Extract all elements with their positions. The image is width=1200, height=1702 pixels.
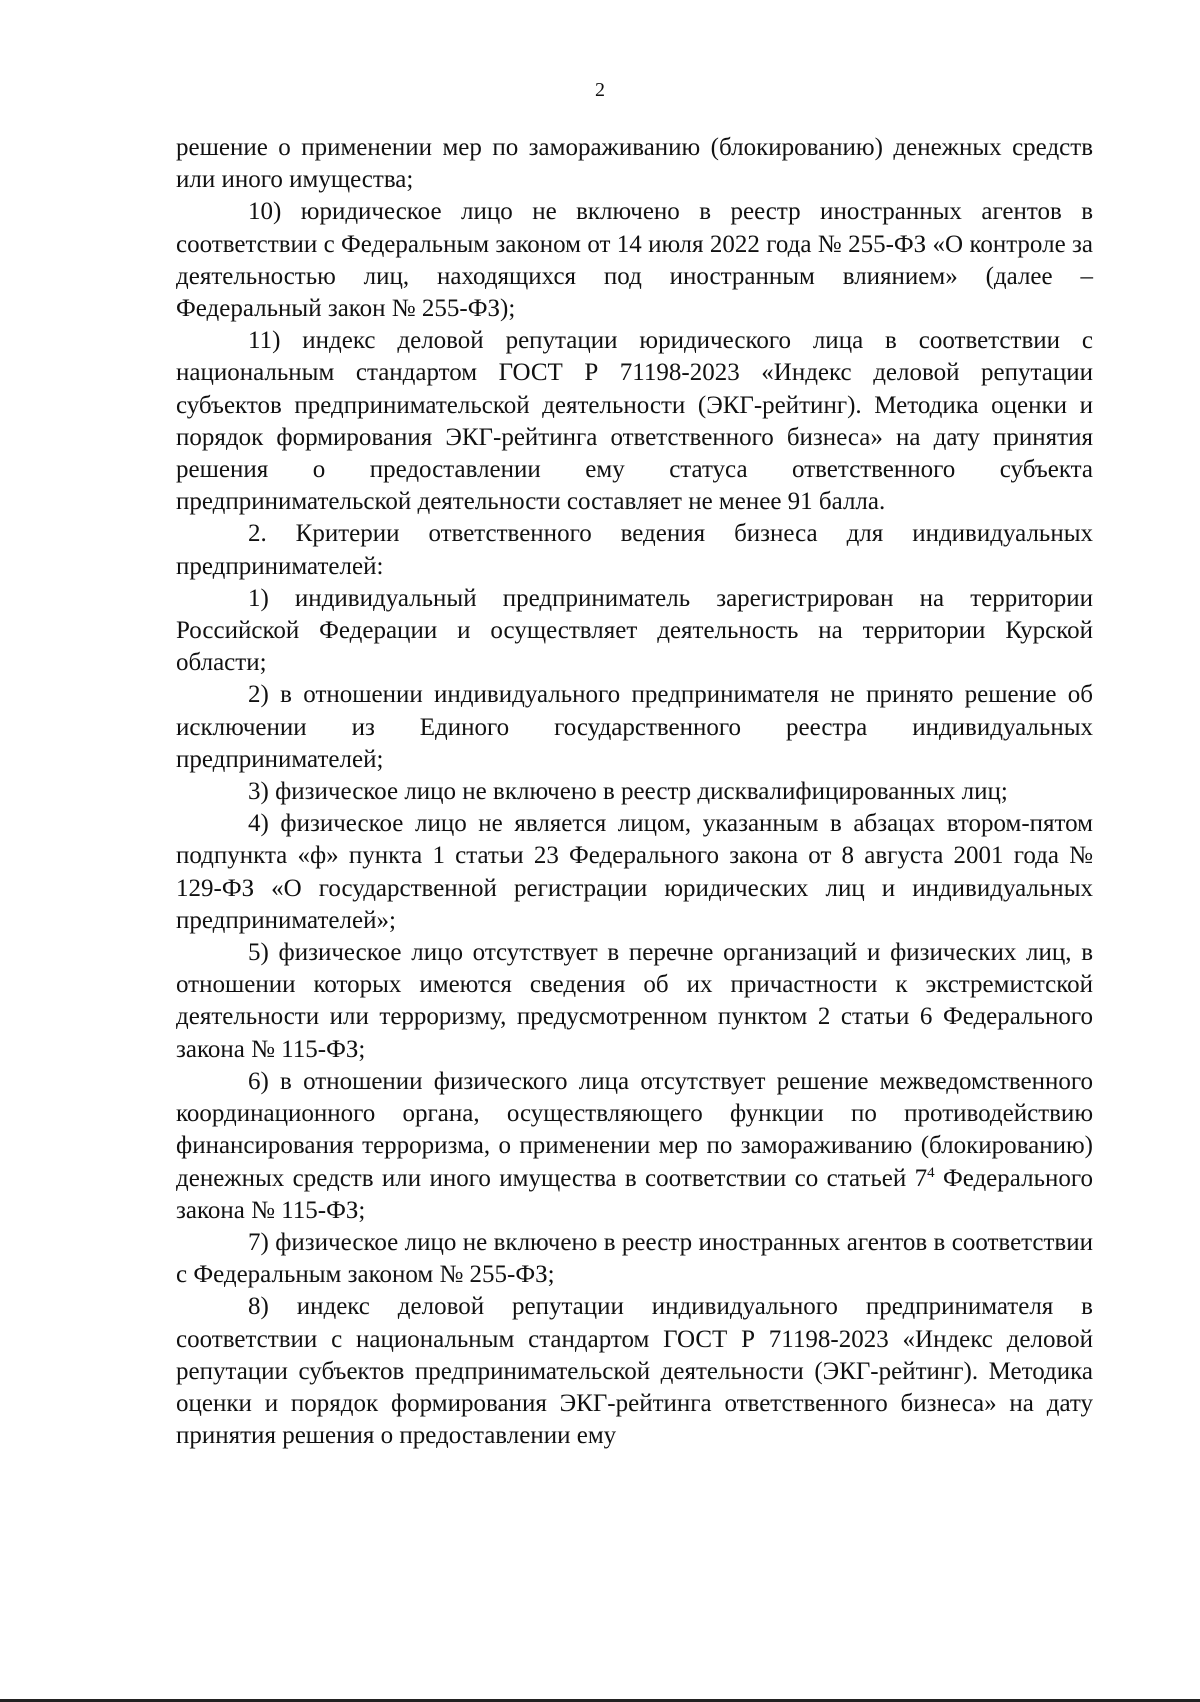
paragraph-section-2 — [176, 518, 1093, 582]
document-body — [176, 132, 1093, 1452]
paragraph-text: 8) индекс деловой репутации индивидуального предпринимателя в соответствии с национальным стандартом ГОСТ Р 71198-2023 «Индекс деловой репутации субъектов предпринимательской деятельности (ЭКГ-рейтинг). Методика оценки и порядок формирования ЭКГ-рейтинга ответственного бизнеса» на дату принятия решения о предоставлении ему — [176, 1293, 1093, 1450]
paragraph-item-5 — [176, 937, 1093, 1066]
paragraph-text: 3) физическое лицо не включено в реестр дисквалифицированных лиц; — [248, 778, 1008, 806]
paragraph-text: 6) в отношении физического лица отсутствует решение межведомственного координационного органа, осуществляющего функции по противодействию финансирования терроризма, о применении мер по замораживанию (блокированию) денежных средств или иного имущества в соответствии со статьей 7 — [176, 1067, 1093, 1192]
paragraph-text: 10) юридическое лицо не включено в реестр иностранных агентов в соответствии с Федеральным законом от 14 июля 2022 года № 255-ФЗ «О контроле за деятельностью лиц, находящихся под иностранным влиянием» (далее – Федеральный закон № 255-ФЗ); — [176, 198, 1093, 323]
page-number: 2 — [595, 79, 605, 101]
paragraph-item-3 — [176, 776, 1093, 808]
paragraph-continuation — [176, 132, 1093, 196]
paragraph-item-10 — [176, 196, 1093, 325]
paragraph-text: 1) индивидуальный предприниматель зарегистрирован на территории Российской Федерации и осуществляет деятельность на территории Курской области; — [176, 584, 1093, 677]
paragraph-item-1 — [176, 583, 1093, 680]
paragraph-item-2 — [176, 679, 1093, 776]
paragraph-text: 4) физическое лицо не является лицом, указанным в абзацах втором-пятом подпункта «ф» пункта 1 статьи 23 Федерального закона от 8 августа 2001 года № 129-ФЗ «О государственной регистрации юридических лиц и индивидуальных предпринимателей»; — [176, 810, 1093, 934]
paragraph-item-8 — [176, 1291, 1093, 1452]
paragraph-item-4 — [176, 808, 1093, 937]
paragraph-item-7 — [176, 1227, 1093, 1291]
paragraph-text: 5) физическое лицо отсутствует в перечне организаций и физических лиц, в отношении которых имеются сведения об их причастности к экстремистской деятельности или терроризму, предусмотренном пунктом 2 статьи 6 Федерального закона № 115-ФЗ; — [176, 939, 1093, 1063]
paragraph-text: Федерального закона № 115-ФЗ; — [176, 1164, 1093, 1224]
paragraph-text: 11) индекс деловой репутации юридического лица в соответствии с национальным стандартом ГОСТ Р 71198-2023 «Индекс деловой репутации субъектов предпринимательской деятельности (ЭКГ-рейтинг). Методика оценки и порядок формирования ЭКГ-рейтинга ответственного бизнеса» на дату принятия решения о предоставлении ему статуса ответственного субъекта предпринимательской деятельности составляет не менее 91 балла. — [176, 327, 1093, 516]
paragraph-text: 2) в отношении индивидуального предпринимателя не принято решение об исключении из Единого государственного реестра индивидуальных предпринимателей; — [176, 681, 1093, 773]
paragraph-text: 2. Критерии ответственного ведения бизнеса для индивидуальных предпринимателей: — [176, 520, 1093, 580]
paragraph-item-11 — [176, 325, 1093, 518]
paragraph-item-6 — [176, 1066, 1093, 1227]
paragraph-text: 7) физическое лицо не включено в реестр иностранных агентов в соответствии с Федеральным законом № 255-ФЗ; — [176, 1228, 1093, 1289]
paragraph-text: решение о применении мер по замораживанию (блокированию) денежных средств или иного имущества; — [176, 134, 1093, 194]
superscript: 4 — [927, 1164, 935, 1181]
